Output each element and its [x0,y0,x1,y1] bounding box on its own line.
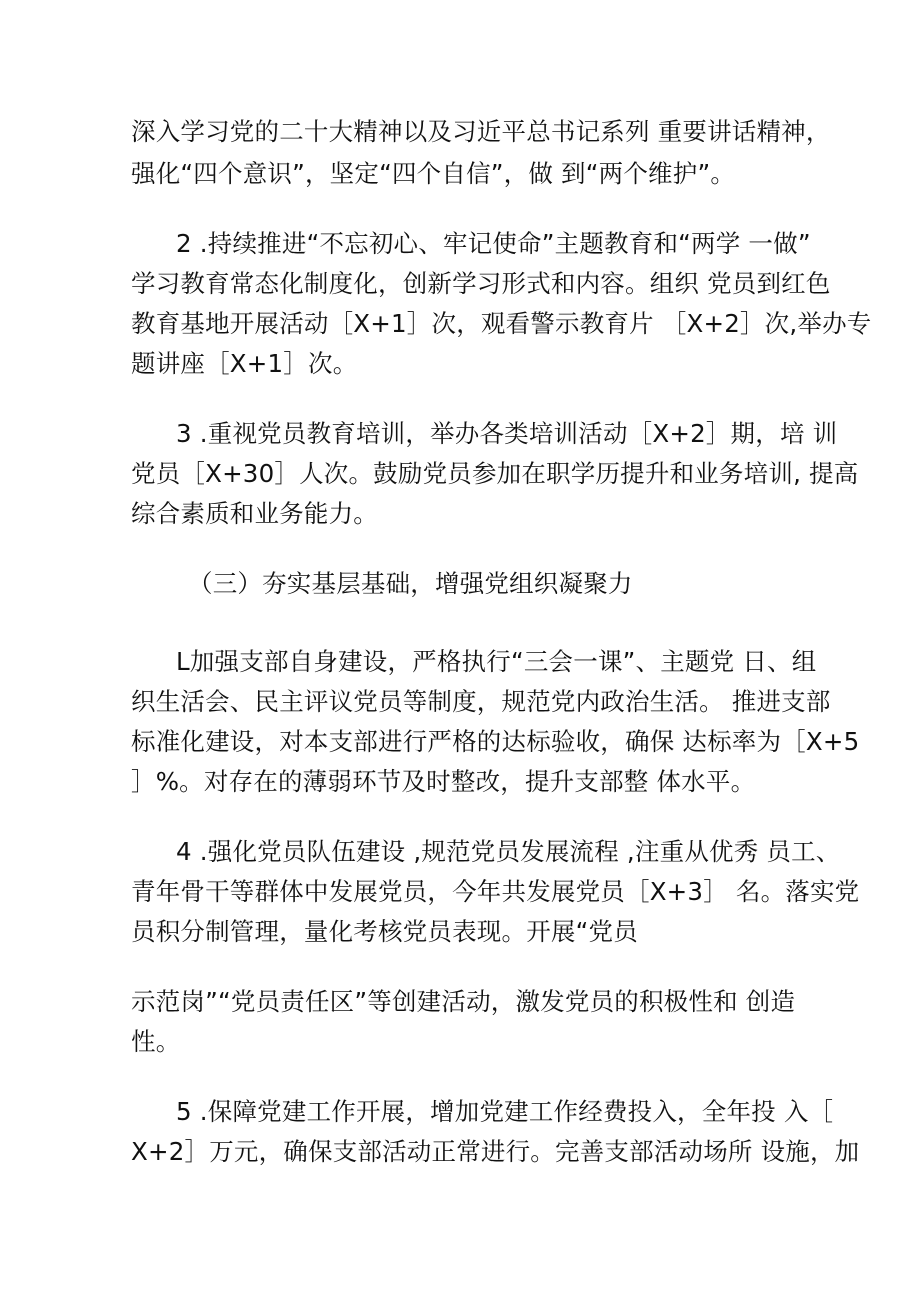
text-line: X+2］万元，确保支部活动正常进行。完善支部活动场所 设施，加 [131,1137,860,1166]
text-line: 学习教育常态化制度化，创新学习形式和内容。组织 党员到红色 [131,269,831,298]
text-line: 教育基地开展活动［X+1］次，观看警示教育片 ［X+2］次,举办专 [131,309,872,338]
section-heading: （三）夯实基层基础，增强党组织凝聚力 [188,569,633,598]
text-line: 示范岗”“党员责任区”等创建活动，激发党员的积极性和 创造 [131,987,796,1016]
text-line: ］%。对存在的薄弱环节及时整改，提升支部整 体水平。 [131,767,756,796]
text-line: 员积分制管理，量化考核党员表现。开展“党员 [131,917,638,946]
text-line: 党员［X+30］人次。鼓励党员参加在职学历提升和业务培训, 提高 [131,459,859,488]
text-line: 题讲座［X+1］次。 [131,349,358,378]
list-item-4: 4 .强化党员队伍建设 ,规范党员发展流程 ,注重从优秀 员工、 [176,837,841,866]
text-line: 性。 [131,1027,181,1056]
text-line: 织生活会、民主评议党员等制度，规范党内政治生活。 推进支部 [131,687,831,716]
text-line: 强化“四个意识”，坚定“四个自信”，做 到“两个维护”。 [131,159,736,188]
text-line: 标准化建设，对本支部进行严格的达标验收，确保 达标率为［X+5 [131,727,860,756]
list-item-2: 2 .持续推进“不忘初心、牢记使命”主题教育和“两学 一做” [176,229,811,258]
list-item-1: L加强支部自身建设，严格执行“三会一课”、主题党 日、组 [176,647,817,676]
text-line: 综合素质和业务能力。 [131,499,378,528]
text-line: 青年骨干等群体中发展党员，今年共发展党员［X+3］ 名。落实党 [131,877,860,906]
list-item-5: 5 .保障党建工作开展，增加党建工作经费投入，全年投 入［ [176,1097,834,1126]
text-line: 深入学习党的二十大精神以及习近平总书记系列 重要讲话精神， [131,117,831,146]
list-item-3: 3 .重视党员教育培训，举办各类培训活动［X+2］期，培 训 [176,419,838,448]
